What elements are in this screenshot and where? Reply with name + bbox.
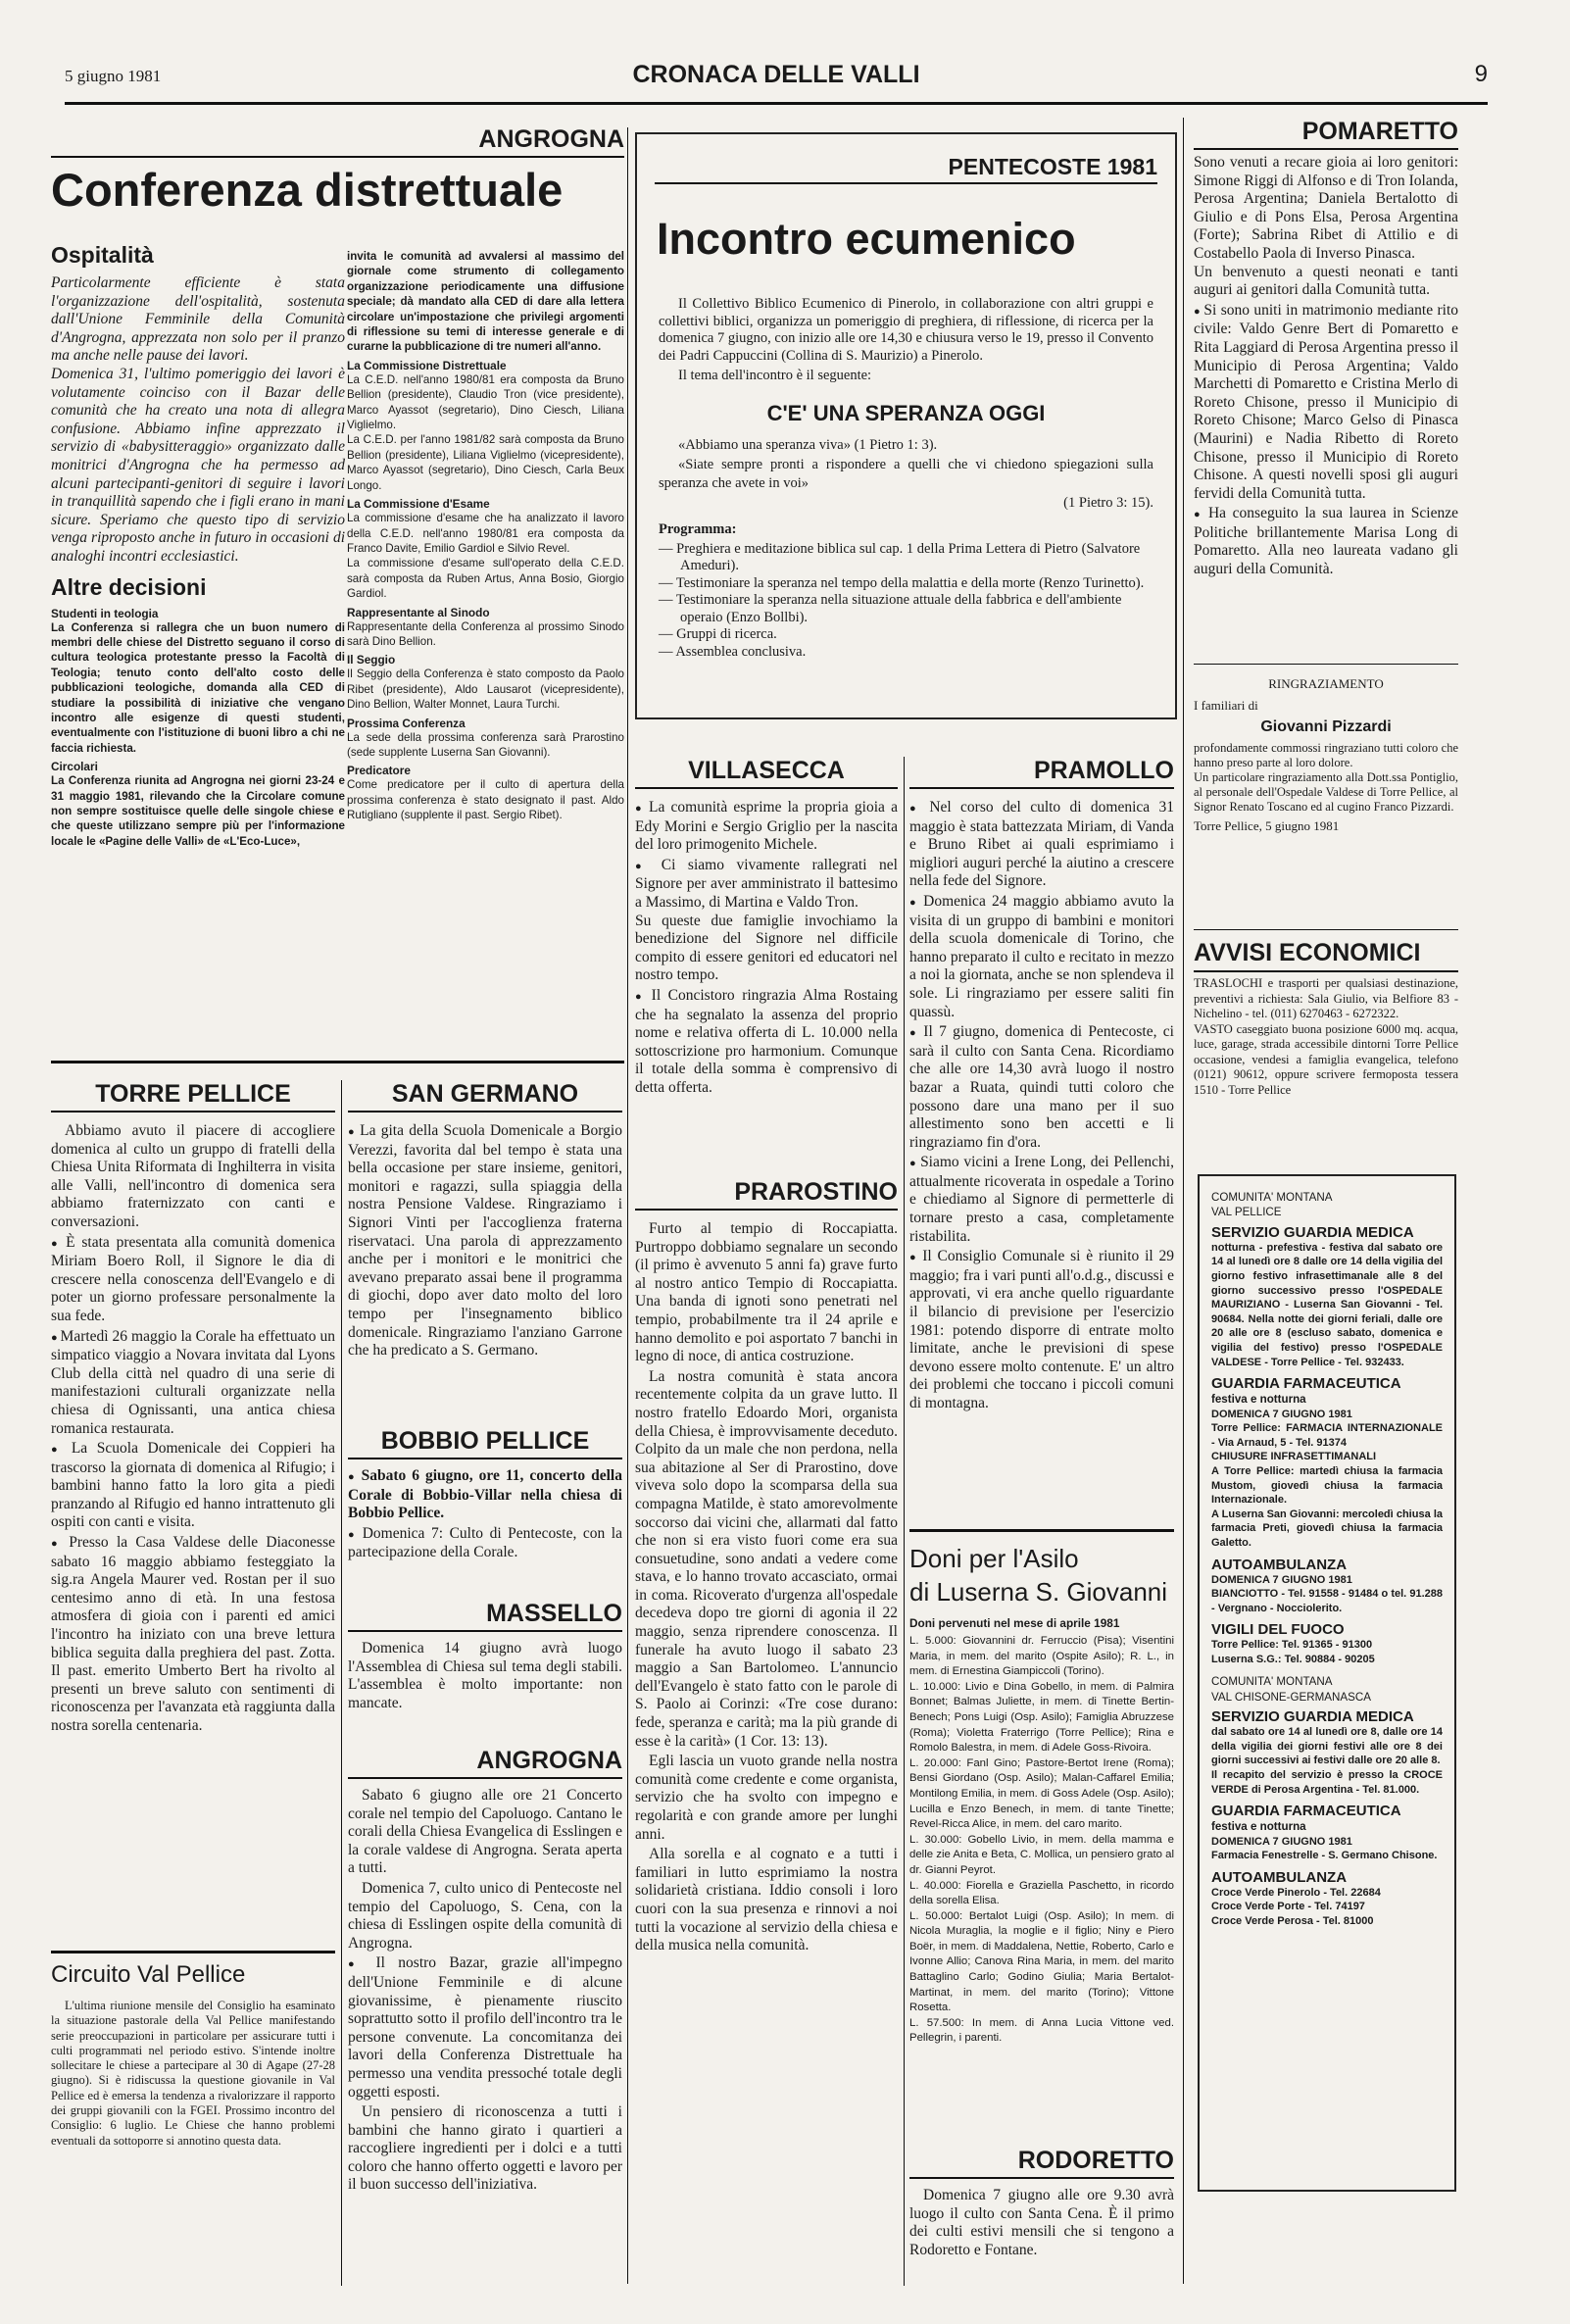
doni-subhead: Doni pervenuti nel mese di aprile 1981 [909, 1616, 1120, 1630]
s2-sub: festiva e notturna [1211, 1393, 1306, 1407]
circolari-text: La Conferenza riunita ad Angrogna nei giorni 23-24 e 31 maggio 1981, rilevando che la Circolare comune non sempre sostituisce quelle delle singole chiese e che queste utilizzano sempre più per l'informazione locale le «Pagine delle Valli» de «L'Eco-Luce», [51, 774, 345, 848]
doni-list: L. 5.000: Giovannini dr. Ferruccio (Pisa); Visentini Maria, in mem. del marito (Ospite Asilo); R. L., in mem. di Ernestina Giampiccoli (Torino). L. 10.000: Livio e Dina Gobello, in mem. di Palmira Bonnet; Balmas Juliette, in mem. di Tinette Bertin-Benech; Pons Luigi (Osp. Asilo); Famiglia Abruzzese (Roma); Violetta Fraterrigo (Torre Pellice); Rina e Romolo Balestra, in mem. di Adele Goss-Rivoira. L. 20.000: Fanl Gino; Pastore-Bertot Irene (Roma); Bensi Giordano (Osp. Asilo); Malan-Caffarel Emilia; Montilong Emilia, in mem. di Goss Adele (Osp. Asilo); Lucilla e Enzo Benech, in mem. di tante Tinette; Revel-Ricca Alice, in mem. del caro marito. L. 30.000: Gobello Livio, in mem. della mamma e delle zie Anita e Beta, C. Mollica, un pensiero grato al dr. Gianni Peyrot. L. 40.000: Fiorella e Graziella Paschetto, in ricordo della sorella Elisa. L. 50.000: Bertalot Luigi (Osp. Asilo); In mem. di Nicola Muraglia, la moglie e il figlio; Niny e Piero Boër, in mem. di Maddalena, Nettie, Roberto, Carlo e Ivonne Allio; Canova Rina Maria, in mem. del marito Battaglino Carlo; Godino Giulia; Maria Bertalot-Martinat, in mem. del marito (Torino); Vittone Rosetta. L. 57.500: In mem. di Anna Lucia Vittone ved. Pellegrin, i parenti. [909, 1635, 1174, 2045]
page-header [65, 59, 1488, 105]
headline-doni-1: Doni per l'Asilo [909, 1544, 1079, 1573]
programma-item: — Gruppi di ricerca. [659, 626, 777, 643]
article-bobbio [348, 1427, 622, 1584]
s3-head: AUTOAMBULANZA [1211, 1556, 1348, 1573]
programma-item: — Testimoniare la speranza nella situazione attuale della fabbrica e dell'ambiente operaio (Enzo Bollbi). [659, 592, 1122, 625]
page-number: 9 [1474, 61, 1488, 87]
servizi-box [1198, 1174, 1456, 2192]
villasecca-p2: ● Ci siamo vivamente rallegrati nel Signore per aver amministrato il battesimo a Massimo, di Martina e Valdo Tron. Su queste due famiglie invochiamo la benedizione del Signore nel difficile compito di essere genitori ed educatori nel nostro tempo. [635, 857, 898, 985]
ringraziamento-text: profondamente commossi ringraziano tutti coloro che hanno preso parte al loro dolore. Un particolare ringraziamento alla Dott.ssa Pontiglio, al personale dell'Ospedale Valdese di Torre Pellice, al Signor Renato Toscano ed al cugino Franco Pizzardi. [1194, 741, 1458, 814]
s7-text: Croce Verde Pinerolo - Tel. 22684 Croce Verde Porte - Tel. 74197 Croce Verde Perosa - Tel. 81000 [1211, 1886, 1381, 1928]
angrogna-p4: Un pensiero di riconoscenza a tutti i bambini che hanno girato i quartieri a raccogliere ingredienti per i dolci e a tutti coloro che hanno offerto oggetti e lavoro per il buon successo dell'iniziativa. [348, 2103, 622, 2194]
s6-text: DOMENICA 7 GIUGNO 1981 Farmacia Fenestrelle - S. Germano Chisone. [1211, 1835, 1438, 1862]
prossima-head: Prossima Conferenza [347, 716, 466, 730]
location-bobbio: BOBBIO PELLICE [348, 1427, 622, 1459]
angrogna-p3: ● Il nostro Bazar, grazie all'impegno dell'Unione Femminile e di alcune giovanissime, è pienamente riuscito soprattutto sotto il profilo dell'incontro tra le persone convenute. La concomitanza dei lavori della Conferenza Distrettuale ha permesso una vendita pressoché totale degli oggetti esposti. [348, 1954, 622, 2101]
location-pramollo: PRAMOLLO [909, 757, 1174, 789]
org-comunita-1: COMUNITA' MONTANA [1211, 1191, 1333, 1204]
s4-head: VIGILI DEL FUOCO [1211, 1621, 1345, 1639]
torre-p5: ● Presso la Casa Valdese delle Diaconesse sabato 16 maggio abbiamo festeggiato la sig.ra Angela Maurer ved. Rostan per il suo centesimo anno di età. In una festosa atmosfera di gioia con i parenti ed amici l'incontro ha iniziato con una breve lettura biblica seguita dalla preghiera del past. Zotta. Il past. emerito Umberto Bert ha rivolto al presenti un breve saluto con sentimenti di riconoscenza per l'avanzata età raggiunta dalla nostra sorella centenaria. [51, 1534, 335, 1736]
location-prarostino: PRAROSTINO [635, 1178, 898, 1211]
headline-incontro-ecumenico: Incontro ecumenico [657, 214, 1076, 264]
commissione-text: La C.E.D. nell'anno 1980/81 era composta da Bruno Bellion (presidente), Claudio Tron (vice presidente), Marco Ayassot (segretario), Dino Ciesch, Liliana Viglielmo. La C.E.D. per l'anno 1981/82 sarà composta da Bruno Bellion (presidente), Liliana Viglielmo (vicepresidente), Marco Ayassot (segretario), Dino Ciesch, Carla Beux Longo. [347, 372, 624, 492]
article-circuito [51, 1951, 335, 2294]
issue-date: 5 giugno 1981 [65, 67, 162, 85]
headline-conferenza: Conferenza distrettuale [51, 164, 564, 216]
seggio-text: Il Seggio della Conferenza è stato composto da Paolo Ribet (presidente), Aldo Lausarot (vicepresidente), Dino Bellion, Walter Monnet, Laura Turchi. [347, 668, 624, 712]
article-pramollo [909, 757, 1174, 1511]
s3-text: DOMENICA 7 GIUGNO 1981 BIANCIOTTO - Tel. 91558 - 91484 o tel. 91.288 - Vergnano - Nocciolerito. [1211, 1573, 1443, 1614]
pentecoste-tema: Il tema dell'incontro è il seguente: [678, 368, 872, 383]
divider-angrogna-bottom [51, 1061, 624, 1063]
torre-p1: Abbiamo avuto il piacere di accogliere domenica al culto un gruppo di fratelli della Chiesa Unita Riformata di Inghilterra in visita alle Valli, nell'incontro di domenica sera abbiamo fraternizzato con canti e conversazioni. [51, 1122, 335, 1230]
pomaretto-laurea: ● Ha conseguito la sua laurea in Scienze Politiche brillantemente Marisa Long di Pomaretto. Alla neo laureata vadano gli auguri della Comunità. [1194, 505, 1458, 578]
ospitalita-text: Particolarmente efficiente è stata l'organizzazione dell'ospitalità, sostenuta dall'Unione Femminile della Comunità d'Angrogna, apprezzata non solo per il pranzo ma anche nelle pause dei lavori. Domenica 31, l'ultimo pomeriggio dei lavori è volutamente coinciso con il Bazar delle comunità che ha creato una nota di allegra confusione. Abbiamo infine apprezzato il servizio di «babysitteraggio» organizzato dalle monitrici d'Angrogna che ha permesso ad alcuni partecipanti-genitori di seguire i lavori in tranquillità sapendo che i figli erano in mani sicure. Speriamo che questo tipo di servizio venga riproposto anche in futuro in occasioni di analoghi incontri ecclesiastici. [51, 274, 345, 565]
quote-1: «Abbiamo una speranza viva» (1 Pietro 1: 3). [678, 436, 938, 453]
sinodo-head: Rappresentante al Sinodo [347, 605, 490, 619]
ringraziamento-familiari: I familiari di [1194, 698, 1258, 713]
villasecca-p3: ● Il Concistoro ringrazia Alma Rostaing che ha segnalato la assenza del proprio nome e relativa offerta di L. 10.000 nella sottoscrizione pro harmonium. Comunque il totale della somma è comprensivo di detta offerta. [635, 987, 898, 1098]
motto-speranza: C'E' UNA SPERANZA OGGI [766, 400, 1046, 425]
rule-ringraziamento [1194, 929, 1458, 930]
s2-head: GUARDIA FARMACEUTICA [1211, 1375, 1401, 1393]
sinodo-text: Rappresentante della Conferenza al prossimo Sinodo sarà Dino Bellion. [347, 619, 624, 648]
avvisi-economici [1194, 939, 1458, 1135]
article-san-germano [348, 1080, 622, 1433]
pramollo-p3: ● Il 7 giugno, domenica di Pentecoste, ci sarà il culto con Santa Cena. Ricordiamo che alle ore 14,30 avrà luogo il nostro bazar a Ruata, quindi tutti coloro che possono dare una mano per il suo allestimento sono ben accetti e li ringraziamo fin d'ora. [909, 1023, 1174, 1152]
prarostino-p4: Alla sorella e al cognato e a tutti i familiari in lutto esprimiamo la nostra solidarietà cristiana. Iddio consoli i loro cuori con la sua presenza e rinnovi a noi tutti la vocazione al servizio della chiesa e della musica nella comunità. [635, 1846, 898, 1954]
esame-head: La Commissione d'Esame [347, 497, 490, 512]
ringraziamento [1194, 676, 1458, 904]
s6-head: GUARDIA FARMACEUTICA [1211, 1803, 1401, 1820]
rodoretto-p1: Domenica 7 giugno alle ore 9.30 avrà luogo il culto con Santa Cena. È il primo dei culti estivi mensili che si tengono a Rodoretto e Fontane. [909, 2187, 1174, 2258]
prarostino-p2: La nostra comunità è stata ancora recentemente colpita da un grave lutto. Il nostro fratello Edoardo Mori, organista della Chiesa, è improvvisamente deceduto. Colpito da un male che non perdona, nella sua abitazione al Ser di Prarostino, dove viveva solo dopo la scomparsa della sua compagna Matilde, è stato amorevolmente soccorso dai vicini che, allarmati dal fatto che non si era visto fuori come era sua consuetudine, sono andati a vedere come stava, e lo hanno trovato accasciato, ormai in coma. Ricoverato d'urgenza all'ospedale decedeva dopo tre giorni di agonia il 22 maggio, senza riprendere conoscenza. Il funerale ha avuto luogo il sabato 23 maggio a San Bartolomeo. L'annuncio dell'Evangelo è stato fatto con le parole di S. Paolo ai Corinzi: «Tre cose durano: fede, speranza e carità; ma la più grande di esse è la carità» (1 Cor. 13: 13). [635, 1367, 898, 1750]
prossima-text: La sede della prossima conferenza sarà Prarostino (sede supplente Luserna San Giovanni). [347, 730, 624, 759]
circuito-text: L'ultima riunione mensile del Consiglio ha esaminato la situazione pastorale della Val Pellice manifestando serie preoccupazioni in particolare per assicurare tutti i culti programmati nel periodo estivo. S'intende inoltre sollecitare le chiese a partecipare al 30 di Agape (27-28 giugno). Si è ridiscussa la questione giovanile in Val Pellice ed è emersa la tendenza a rivalorizzare il rapporto dei gruppi giovanili con la FGEI. Prossimo incontro del Consiglio: 6 luglio. Le Chiese che hanno problemi eventuali da sottoporre si annotino questa data. [51, 1999, 335, 2148]
s7-head: AUTOAMBULANZA [1211, 1868, 1348, 1886]
quote-2-ref: (1 Pietro 3: 15). [1063, 495, 1153, 512]
pentecoste-box [635, 132, 1177, 719]
column-rule-0 [341, 1080, 342, 2286]
seggio-head: Il Seggio [347, 653, 396, 668]
torre-p4: ● La Scuola Domenicale dei Coppieri ha trascorso la giornata di domenica al Rifugio; i bambini hanno fatto la loro gita a piedi pranzando al Rifugio ed hanno intrattenuto gli ospiti con canti e visita. [51, 1440, 335, 1532]
location-villasecca: VILLASECCA [635, 757, 898, 789]
torre-p3: ● Martedì 26 maggio la Corale ha effettuato un simpatico viaggio a Novara invitata dal Lyons Club della città nel quadro di una serie di manifestazioni culturali organizzate nella chiesa di Ognissanti, una antica chiesa romanica restaurata. [51, 1328, 335, 1439]
programma-list [659, 541, 1153, 662]
ringraziamento-head: RINGRAZIAMENTO [1268, 676, 1384, 691]
headline-doni-2: di Luserna S. Giovanni [909, 1577, 1168, 1607]
studenti-text: La Conferenza si rallegra che un buon numero di membri delle chiese del Distretto seguano il corso di cultura teologica protestante presso la Facoltà di Teologia; tenuto conto dell'alto costo delle pubblicazioni teologiche, domanda alla CED di studiare la possibilità di iniziative che vengano incontro alle esigenze di questi studenti, eventualmente con l'istituzione di buoni libro a chi ne faccia richiesta. [51, 620, 345, 755]
article-rodoretto [909, 2147, 1174, 2294]
predicatore-text: Come predicatore per il culto di apertura della prossima conferenza è stato designato il past. Aldo Rutigliano (supplente il past. Sergio Ribet). [347, 778, 624, 822]
newspaper-section-title: CRONACA DELLE VALLI [632, 61, 920, 88]
org-val-chisone: VAL CHISONE-GERMANASCA [1211, 1690, 1371, 1704]
article-pomaretto [1194, 118, 1458, 662]
pramollo-p5: ● Il Consiglio Comunale si è riunito il 29 maggio; fra i vari punti all'o.d.g., discussi e approvati, vi era anche quello riguardante il bilancio di previsione per l'esercizio 1981: potendo disporre di entrate molto limitate, anche le previsioni di spese devono essere molto contenute. E' un altro dei problemi che toccano i piccoli comuni di montagna. [909, 1248, 1174, 1412]
s5-head: SERVIZIO GUARDIA MEDICA [1211, 1708, 1414, 1726]
s1-text: notturna - prefestiva - festiva dal sabato ore 14 al lunedì ore 8 dalle ore 14 della vigilia del giorno festivo infrasettimanale alle 8 del giorno successivo presso l'OSPEDALE MAURIZIANO - Luserna San Giovanni - Tel. 90684. Nella notte dei giorni feriali, dalle ore 20 alle ore 8 (escluso sabato, domenica e vigilia del festivo) presso l'OSPEDALE VALDESE - Torre Pellice - Tel. 932433. [1211, 1241, 1443, 1368]
massello-p1: Domenica 14 giugno avrà luogo l'Assemblea di Chiesa sul tema degli stabili. L'assemblea è molto importante: non mancate. [348, 1640, 622, 1711]
prarostino-p3: Egli lascia un vuoto grande nella nostra comunità come credente e come organista, servizio che ha svolto con impegno e regolarità e con grande amore per lunghi anni. [635, 1753, 898, 1843]
location-angrogna-top: ANGROGNA [51, 125, 624, 158]
article-torre-pellice [51, 1080, 335, 1943]
location-angrogna-bottom: ANGROGNA [348, 1747, 622, 1779]
s5-text: dal sabato ore 14 al lunedì ore 8, dalle ore 14 della vigilia dei giorni festivi alle ore 8 dei giorni successivi ai festivi dalle ore 20 alle 8. Il recapito del servizio è presso la CROCE VERDE di Perosa Argentina - Tel. 81.000. [1211, 1726, 1443, 1796]
predicatore-head: Predicatore [347, 764, 411, 778]
s1-head: SERVIZIO GUARDIA MEDICA [1211, 1223, 1414, 1241]
pramollo-p2: ● Domenica 24 maggio abbiamo avuto la visita di un gruppo di bambini e monitori della scuola domenicale di Torino, che hanno preparato il culto e recitato in mezzo a noi la giornata, anche se non splendeva il sole. Li ringraziamo per essere saliti fin quassù. [909, 893, 1174, 1021]
san-germano-p1: ● La gita della Scuola Domenicale a Borgio Verezzi, favorita dal bel tempo è stata una bella occasione per stare insieme, genitori, monitori e ragazzi, sulla spiaggia della nostra Pensione Valdese. Ringraziamo i Signori Vinti per l'accoglienza fraterna riservataci. Una parola di apprezzamento anche per i monitori e le monitrici che avevano preparato assai bene il programma di giochi, dopo aver dato molto del loro tempo per l'insegnamento biblico domenicale. Ringraziamo l'anziano Garrone che ha predicato a S. Germano. [348, 1122, 622, 1360]
article-prarostino [635, 1178, 898, 2207]
org-val-pellice: VAL PELLICE [1211, 1206, 1282, 1219]
avvisi-head: AVVISI ECONOMICI [1194, 939, 1458, 972]
location-torre-pellice: TORRE PELLICE [51, 1080, 335, 1113]
column-rule-3 [1183, 118, 1184, 2284]
s4-text: Torre Pellice: Tel. 91365 - 91300 Luserna S.G.: Tel. 90884 - 90205 [1211, 1639, 1375, 1665]
col2-invita-text: invita le comunità ad avvalersi al massimo del giornale come strumento di collegamento organizzazione periodicamente una diffusione speciale; dà mandato alla CED di dare alla lettera circolare un'impostazione che privilegi argomenti di riflessione su temi di interesse generale e di curarne la pubblicazione di tre numeri all'anno. [347, 250, 624, 354]
programma-item: — Testimoniare la speranza nel tempo della malattia e della morte (Renzo Turinetto). [659, 574, 1145, 591]
torre-p2: ● È stata presentata alla comunità domenica Miriam Boero Roll, il Signore le dia di crescere nella conoscenza dell'Evangelo e di poter un giorno professare personalmente la sua fede. [51, 1234, 335, 1326]
programma-label: Programma: [659, 520, 737, 537]
villasecca-p1: ● La comunità esprime la propria gioia a Edy Morini e Sergio Griglio per la nascita del loro primogenito Michele. [635, 799, 898, 855]
pomaretto-nascite: Sono venuti a recare gioia ai loro genitori: Simone Riggi di Alfonso e di Tron Iolanda, Perosa Argentina; Daniela Bertalotto di Giulio e di Pons Elsa, Perosa Argentina (Forte); Sabrina Ribet di Attilio e di Costabello Paola di Inverso Pinasca. Un benvenuto a questi neonati e tanti auguri ai genitori dalla Comunità tutta. [1194, 154, 1458, 299]
studenti-head: Studenti in teologia [51, 606, 159, 620]
article-villasecca [635, 757, 898, 1178]
prarostino-p1: Furto al tempio di Roccapiatta. Purtroppo dobbiamo segnalare un secondo (il primo è avvenuto 5 anni fa) grave furto al nostro antico Tempio di Roccapiatta. Una banda di ignoti sono penetrati nel tempio, probabilmente tra il 24 aprile e hanno demolito e poi asportato 7 banchi in legno di noce, di antica costruzione. [635, 1220, 898, 1365]
programma-item: — Assemblea conclusiva. [659, 643, 807, 660]
location-rodoretto: RODORETTO [909, 2147, 1174, 2179]
pomaretto-matrimoni: ● Si sono uniti in matrimonio mediante rito civile: Valdo Genre Bert di Pomaretto e Rita Laggiard di Perosa Argentina presso il Municipio di Perosa Argentina; Valdo Marchetti di Pomaretto e Cristina Merlo di Roreto Chisone, presso il Municipio di Roreto Chisone; Marco Gelso di Pinasca (Maurini) e Nadia Ribetto di Roreto Chisone, presso il Municipio di Roreto Chisone. A questi novelli sposi gli auguri fervidi della Comunità tutta. [1194, 302, 1458, 504]
location-pomaretto: POMARETTO [1194, 118, 1458, 150]
subhead-altre-decisioni: Altre decisioni [51, 573, 207, 600]
column-rule-1 [627, 127, 628, 2284]
angrogna-p2: Domenica 7, culto unico di Pentecoste nel tempio del Capoluogo, S. Cena, con la chiesa di Esslingen ospite della comunità di Angrogna. [348, 1879, 622, 1952]
article-doni-asilo [909, 1529, 1174, 2137]
column-rule-2 [904, 757, 905, 2286]
pramollo-p1: ● Nel corso del culto di domenica 31 maggio è stata battezzata Miriam, di Vanda e Bruno Ribet ai quali esprimiamo i migliori auguri perché la aiutino a crescere nella fede del Signore. [909, 799, 1174, 891]
location-massello: MASSELLO [348, 1600, 622, 1632]
location-san-germano: SAN GERMANO [348, 1080, 622, 1113]
commissione-head: La Commissione Distrettuale [347, 358, 507, 372]
s2-text: DOMENICA 7 GIUGNO 1981 Torre Pellice: FARMACIA INTERNAZIONALE - Via Arnaud, 5 - Tel. 91374 CHIUSURE INFRASETTIMANALI A Torre Pellice: martedì chiusa la farmacia Mustom, giovedì chiusa la farmacia Internazionale. A Luserna San Giovanni: mercoledì chiusa la farmacia Preti, giovedì chiusa la farmacia Galetto. [1211, 1408, 1443, 1549]
s6-sub: festiva e notturna [1211, 1820, 1306, 1834]
esame-text: La commissione d'esame che ha analizzato il lavoro della C.E.D. nell'anno 1980/81 era composta da Franco Davite, Emilio Gardiol e Silvio Revel. La commissione d'esame sull'operato della C.E.D. sarà composta da Ruben Artus, Anna Bosio, Giorgio Gardiol. [347, 512, 624, 601]
pentecoste-intro: Il Collettivo Biblico Ecumenico di Pinerolo, in collaborazione con altri gruppi e collettivi biblici, organizza un pomeriggio di preghiera, di riflessione, di ricerca per la domenica 7 giugno, con inizio alle ore 14,30 e chiusura verso le 19, presso il Convento dei Padri Cappuccini (Collina di S. Maurizio) a Pinerolo. [659, 296, 1153, 364]
headline-circuito: Circuito Val Pellice [51, 1951, 335, 1989]
avvisi-text: TRASLOCHI e trasporti per qualsiasi destinazione, preventivi a richiesta: Sala Giulio, via Belfiore 83 - Nichelino - tel. (011) 6270463 - 6272322. VASTO caseggiato buona posizione 6000 mq. acqua, luce, garage, strada accessibile dintorni Torre Pellice occasione, vendesi a famiglia evangelica, telefono (0121) 90612, oppure scrivere fermoposta tessera 1510 - Torre Pellice [1194, 976, 1458, 1097]
circolari-head: Circolari [51, 760, 98, 774]
article-angrogna-bottom [348, 1747, 622, 2296]
ringraziamento-sign: Torre Pellice, 5 giugno 1981 [1194, 818, 1340, 833]
pramollo-p4: ● Siamo vicini a Irene Long, dei Pellenchi, attualmente ricoverata in ospedale a Torino e chiediamo al Signore di permetterle di tornare presto a casa, completamente ristabilita. [909, 1154, 1174, 1246]
ringraziamento-name: Giovanni Pizzardi [1260, 718, 1392, 735]
article-massello [348, 1600, 622, 1717]
article-conferenza [51, 125, 624, 1057]
rule-pomaretto [1194, 664, 1458, 665]
programma-item: — Preghiera e meditazione biblica sul cap. 1 della Prima Lettera di Pietro (Salvatore Ameduri). [659, 540, 1141, 574]
bobbio-p1: ● Sabato 6 giugno, ore 11, concerto della Corale di Bobbio-Villar nella chiesa di Bobbio Pellice. [348, 1467, 622, 1523]
bobbio-p2: ● Domenica 7: Culto di Pentecoste, con la partecipazione della Corale. [348, 1525, 622, 1562]
subhead-ospitalita: Ospitalità [51, 242, 154, 268]
pentecoste-kicker: PENTECOSTE 1981 [948, 154, 1157, 179]
org-comunita-2: COMUNITA' MONTANA [1211, 1675, 1333, 1689]
quote-2: «Siate sempre pronti a rispondere a quelli che vi chiedono spiegazioni sulla speranza che avete in voi» [659, 457, 1153, 491]
angrogna-p1: Sabato 6 giugno alle ore 21 Concerto corale nel tempio del Capoluogo. Cantano le corali della Chiesa Evangelica di Esslingen e la corale valdese di Angrogna. Serata aperta a tutti. [348, 1787, 622, 1877]
